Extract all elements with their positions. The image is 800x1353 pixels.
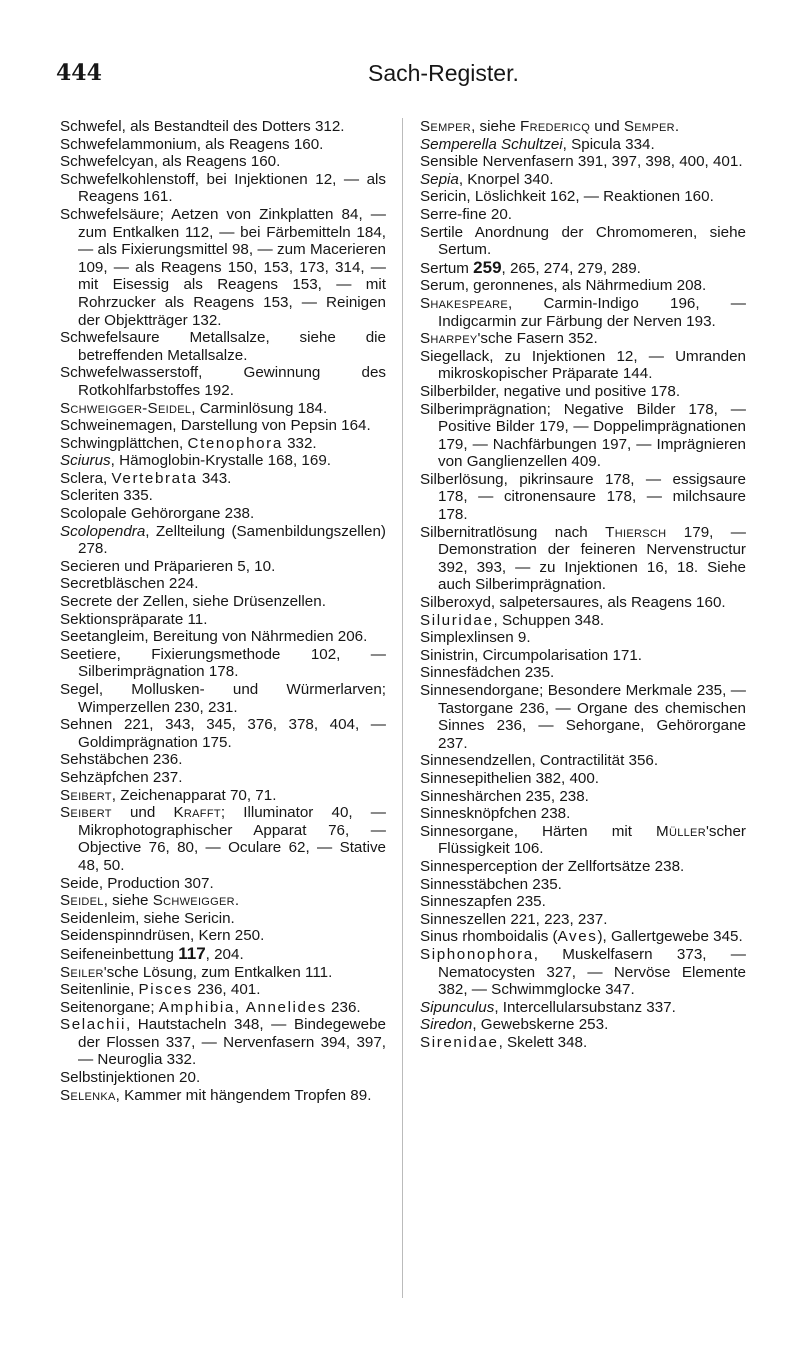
index-entry [420, 118, 746, 136]
entry-text: , Carmin-Indigo 196, — Indigcarmin zur Färbung der Nerven 193. [438, 294, 746, 330]
entry-text: Sinnesepithelien 382, 400. [420, 769, 600, 787]
entry-text: , Knorpel 340. [458, 170, 554, 188]
entry-text: , Muskelfasern 373, — Nematocysten 327, — Nervöse Elemente 382, — Schwimmglocke 347. [438, 945, 746, 999]
entry-text: Müller [656, 822, 706, 840]
entry-text: 'sche Lösung, zum Entkalken 111. [103, 963, 333, 981]
entry-text: Schwefelwasserstoff, Gewinnung des Rotkohlfarbstoffes 192. [60, 364, 386, 399]
entry-text: Sektionspräparate 11. [60, 610, 208, 628]
entry-text: Secieren und Präparieren 5, 10. [60, 557, 276, 575]
entry-text: Krafft [173, 804, 221, 822]
entry-text: , siehe [471, 118, 521, 135]
entry-text: Scolopale Gehörorgane 238. [60, 505, 255, 523]
entry-text: Sertum [420, 259, 474, 277]
index-entry [60, 716, 386, 751]
index-entry [420, 1016, 746, 1034]
index-entry [420, 752, 746, 770]
index-entry [60, 452, 386, 470]
index-entry [420, 928, 746, 946]
entry-text: Seitenlinie, [60, 981, 139, 999]
entry-text: Shakespeare [420, 294, 509, 312]
index-entry [60, 364, 386, 399]
page-number: 444 [56, 60, 102, 86]
entry-text: Sinneshärchen 235, 238. [420, 787, 589, 805]
entry-text: Simplexlinsen 9. [420, 629, 531, 647]
entry-text: Selenka [60, 1086, 116, 1104]
index-entry [60, 1069, 386, 1087]
entry-text: Seide, Production 307. [60, 874, 214, 892]
entry-text: ; Illuminator 40, — Mikrophotographischer Apparat 76, — Objective 76, 80, — Oculare 62, — Stative 48, 50. [78, 804, 386, 874]
entry-text: Serum, geronnenes, als Nährmedium 208. [420, 277, 707, 295]
index-entry [60, 681, 386, 716]
index-entry [60, 171, 386, 206]
index-entry [420, 153, 746, 171]
entry-text: Seetangleim, Bereitung von Nährmedien 206. [60, 628, 368, 646]
index-entry [60, 981, 386, 999]
entry-text: Thiersch [605, 523, 667, 541]
entry-text: Schwefel, als Bestandteil des Dotters 312. [60, 118, 345, 135]
index-entry [420, 788, 746, 806]
entry-text: Sinistrin, Circumpolarisation 171. [420, 646, 642, 664]
entry-text: Ctenophora [187, 434, 283, 452]
entry-text: Sinnesorgane, Härten mit [420, 822, 657, 840]
entry-text: Serre-fine 20. [420, 205, 513, 223]
entry-text: Seidenspinndrüsen, Kern 250. [60, 927, 265, 945]
entry-text: Siluridae [420, 611, 494, 629]
entry-text: Schwefelammonium, als Reagens 160. [60, 135, 324, 153]
index-entry [60, 751, 386, 769]
index-entry [60, 769, 386, 787]
entry-text: Siredon [420, 1016, 473, 1034]
entry-text: und [590, 118, 624, 135]
index-column-right [420, 118, 746, 1051]
entry-text: Silberlösung, pikrinsaure 178, — essigsaure 178, — citronensaure 178, — milchsaure 178. [420, 470, 746, 524]
entry-text: . [234, 892, 240, 910]
index-entry [420, 999, 746, 1017]
entry-text: Sensible Nervenfasern 391, 397, 398, 400, 401. [420, 153, 743, 171]
running-head: Sach-Register. [368, 60, 519, 86]
index-entry [420, 259, 746, 278]
entry-text: , Carminlösung 184. [191, 399, 328, 417]
entry-text: 236, 401. [192, 981, 261, 999]
index-entry [420, 770, 746, 788]
entry-text: 259 [473, 257, 502, 277]
index-entry [420, 224, 746, 259]
index-entry [60, 611, 386, 629]
entry-text: Sinnesstäbchen 235. [420, 875, 562, 893]
index-entry [420, 594, 746, 612]
entry-text: Sinneszellen 221, 223, 237. [420, 910, 608, 928]
index-entry [60, 435, 386, 453]
entry-text: Sericin, Löslichkeit 162, — Reaktionen 160. [420, 188, 714, 206]
entry-text: Scleriten 335. [60, 487, 153, 505]
index-entry [60, 910, 386, 928]
index-entry [60, 523, 386, 558]
entry-text: Amphibia, Annelides [158, 998, 327, 1016]
index-entry [420, 629, 746, 647]
entry-text: Seibert [60, 786, 112, 804]
index-entry [420, 401, 746, 471]
entry-text: Sinus rhomboidalis ( [420, 928, 558, 946]
entry-text: 343. [197, 469, 232, 487]
entry-text: Schweigger-Seidel [60, 399, 192, 417]
entry-text: Sinnesendzellen, Contractilität 356. [420, 752, 659, 770]
entry-text: Siphonophora [420, 945, 534, 963]
entry-text: Siegellack, zu Injektionen 12, — Umranden mikroskopischer Präparate 144. [420, 347, 746, 383]
index-entry [60, 575, 386, 593]
index-entry [420, 1034, 746, 1052]
index-column-left [60, 118, 386, 1104]
entry-text: , Kammer mit hängendem Tropfen 89. [115, 1086, 372, 1104]
entry-text: Sinnesperception der Zellfortsätze 238. [420, 857, 685, 875]
index-entry [60, 329, 386, 364]
entry-text: Seetiere, Fixierungsmethode 102, — Silberimprägnation 178. [60, 645, 386, 681]
entry-text: Seiler [60, 963, 104, 981]
entry-text: , Skelett 348. [498, 1033, 588, 1051]
entry-text: Sinnesfädchen 235. [420, 664, 555, 682]
entry-text: Seidel [60, 892, 104, 910]
index-entry [60, 153, 386, 171]
entry-text: Sertile Anordnung der Chromomeren, siehe Sertum. [420, 223, 746, 259]
entry-text: Fredericq [520, 118, 591, 135]
entry-text: , Spicula 334. [562, 135, 655, 153]
index-entry [60, 646, 386, 681]
entry-text: 'sche Fasern 352. [477, 330, 598, 348]
page-header [0, 60, 800, 94]
index-entry [420, 188, 746, 206]
index-entry [60, 999, 386, 1017]
index-entry [60, 1087, 386, 1105]
entry-text: , siehe [103, 892, 153, 910]
index-entry [420, 858, 746, 876]
index-entry [60, 400, 386, 418]
entry-text: Aves [557, 928, 598, 946]
index-entry [60, 417, 386, 435]
entry-text: Silbernitratlösung nach [420, 523, 606, 541]
entry-text: Schweigger [152, 892, 235, 910]
entry-text: Silberbilder, negative und positive 178. [420, 382, 681, 400]
entry-text: 179, — Demonstration der feineren Nervenstructur 392, 393, — zu Injektionen 16, 18. Siehe auch Silberimprägnation. [438, 523, 746, 594]
entry-text: , 265, 274, 279, 289. [501, 259, 641, 277]
entry-text: Secrete der Zellen, siehe Drüsenzellen. [60, 593, 326, 611]
entry-text: Sepia [420, 170, 459, 188]
index-entry [420, 383, 746, 401]
index-entry [60, 487, 386, 505]
entry-text: Schwingplättchen, [60, 434, 188, 452]
entry-text: ), Gallertgewebe 345. [597, 928, 743, 946]
index-entry [60, 964, 386, 982]
index-entry [60, 558, 386, 576]
index-entry [420, 471, 746, 524]
index-entry [60, 206, 386, 329]
entry-text: Sirenidae [420, 1033, 499, 1051]
entry-text: Vertebrata [111, 469, 198, 487]
entry-text: Seidenleim, siehe Sericin. [60, 909, 235, 927]
index-entry [60, 136, 386, 154]
entry-text: Schwefelsaure Metallsalze, siehe die betreffenden Metallsalze. [60, 329, 386, 364]
entry-text: und [111, 804, 174, 822]
index-entry [420, 946, 746, 999]
entry-text: Selbstinjektionen 20. [60, 1069, 201, 1087]
entry-text: Sehzäpfchen 237. [60, 768, 183, 786]
index-entry [420, 136, 746, 154]
entry-text: Selachii [60, 1016, 126, 1034]
entry-text: Sinnesendorgane; Besondere Merkmale 235, — Tastorgane 236, — Organe des chemischen Sinnes 236, — Sehorgane, Gehörorgane 237. [420, 682, 746, 752]
index-entry [420, 876, 746, 894]
entry-text: Sinnesknöpfchen 238. [420, 805, 571, 823]
index-entry [420, 823, 746, 858]
index-entry [420, 911, 746, 929]
entry-text: Semper [420, 118, 472, 135]
entry-text: Schwefelkohlenstoff, bei Injektionen 12, — als Reagens 161. [60, 170, 386, 206]
index-entry [420, 682, 746, 752]
index-entry [60, 118, 386, 136]
entry-text: , Zellteilung (Samenbildungszellen) 278. [78, 522, 386, 558]
entry-text: Sehnen 221, 343, 345, 376, 378, 404, — Goldimprägnation 175. [60, 716, 386, 751]
entry-text: Seibert [60, 804, 112, 822]
entry-text: Scolopendra [60, 522, 146, 540]
index-entry [60, 945, 386, 964]
entry-text: , Gewebskerne 253. [472, 1016, 609, 1034]
index-entry [420, 524, 746, 594]
entry-text: Seifeneinbettung [60, 945, 179, 963]
entry-text: , Schuppen 348. [493, 611, 605, 629]
index-entry [420, 206, 746, 224]
entry-text: Secretbläschen 224. [60, 575, 199, 593]
entry-text: , Hämoglobin-Krystalle 168, 169. [110, 452, 331, 470]
entry-text: 'scher Flüssigkeit 106. [438, 822, 746, 858]
entry-text: Schweinemagen, Darstellung von Pepsin 164. [60, 417, 371, 435]
index-entry [60, 470, 386, 488]
entry-text: Semperella Schultzei [420, 135, 563, 153]
entry-text: Sciurus [60, 452, 111, 470]
entry-text: Sinneszapfen 235. [420, 893, 546, 911]
index-entry [420, 330, 746, 348]
entry-text: , Zeichenapparat 70, 71. [111, 786, 277, 804]
index-entry [60, 787, 386, 805]
index-entry [420, 348, 746, 383]
index-entry [60, 593, 386, 611]
index-entry [420, 277, 746, 295]
entry-text: Pisces [138, 981, 193, 999]
entry-text: Schwefelcyan, als Reagens 160. [60, 153, 281, 171]
entry-text: , Hautstacheln 348, — Bindegewebe der Flossen 337, — Nervenfasern 394, 397, — Neuroglia 332. [78, 1016, 386, 1069]
index-entry [420, 664, 746, 682]
entry-text: Sclera, [60, 469, 112, 487]
index-entry [60, 927, 386, 945]
index-entry [420, 893, 746, 911]
index-entry [420, 647, 746, 665]
entry-text: Seitenorgane; [60, 998, 159, 1016]
entry-text: . [674, 118, 680, 135]
entry-text: 332. [282, 434, 317, 452]
index-entry [60, 892, 386, 910]
entry-text: 117 [178, 943, 206, 963]
index-entry [420, 171, 746, 189]
entry-text: Schwefelsäure; Aetzen von Zinkplatten 84, — zum Entkalken 112, — bei Färbemitteln 184, — als Fixierungsmittel 98, — zum Macerieren 109, — als Reagens 150, 153, 173, 314, — mit Eisessig als Reagens 153, — mit Rohrzucker als Reagens 153, — Reinigen der Objektträger 132. [60, 205, 386, 329]
entry-text: Sipunculus [420, 998, 495, 1016]
entry-text: Segel, Mollusken- und Würmerlarven; Wimperzellen 230, 231. [60, 681, 386, 716]
entry-text: 236. [326, 998, 361, 1016]
entry-text: Silberimprägnation; Negative Bilder 178, — Positive Bilder 179, — Doppelimprägnationen 179, — Nachfärbungen 197, — Imprägnieren von Ganglienzellen 409. [420, 400, 746, 471]
index-entry [60, 628, 386, 646]
index-entry [60, 1016, 386, 1069]
index-entry [60, 804, 386, 874]
index-entry [420, 612, 746, 630]
column-divider [402, 118, 403, 1298]
index-entry [420, 805, 746, 823]
entry-text: Semper [623, 118, 675, 135]
entry-text: Sharpey [420, 330, 478, 348]
index-entry [420, 295, 746, 330]
entry-text: Silberoxyd, salpetersaures, als Reagens 160. [420, 594, 726, 612]
entry-text: , Intercellularsubstanz 337. [494, 998, 676, 1016]
entry-text: Sehstäbchen 236. [60, 751, 183, 769]
index-entry [60, 505, 386, 523]
entry-text: , 204. [205, 945, 244, 963]
index-entry [60, 875, 386, 893]
